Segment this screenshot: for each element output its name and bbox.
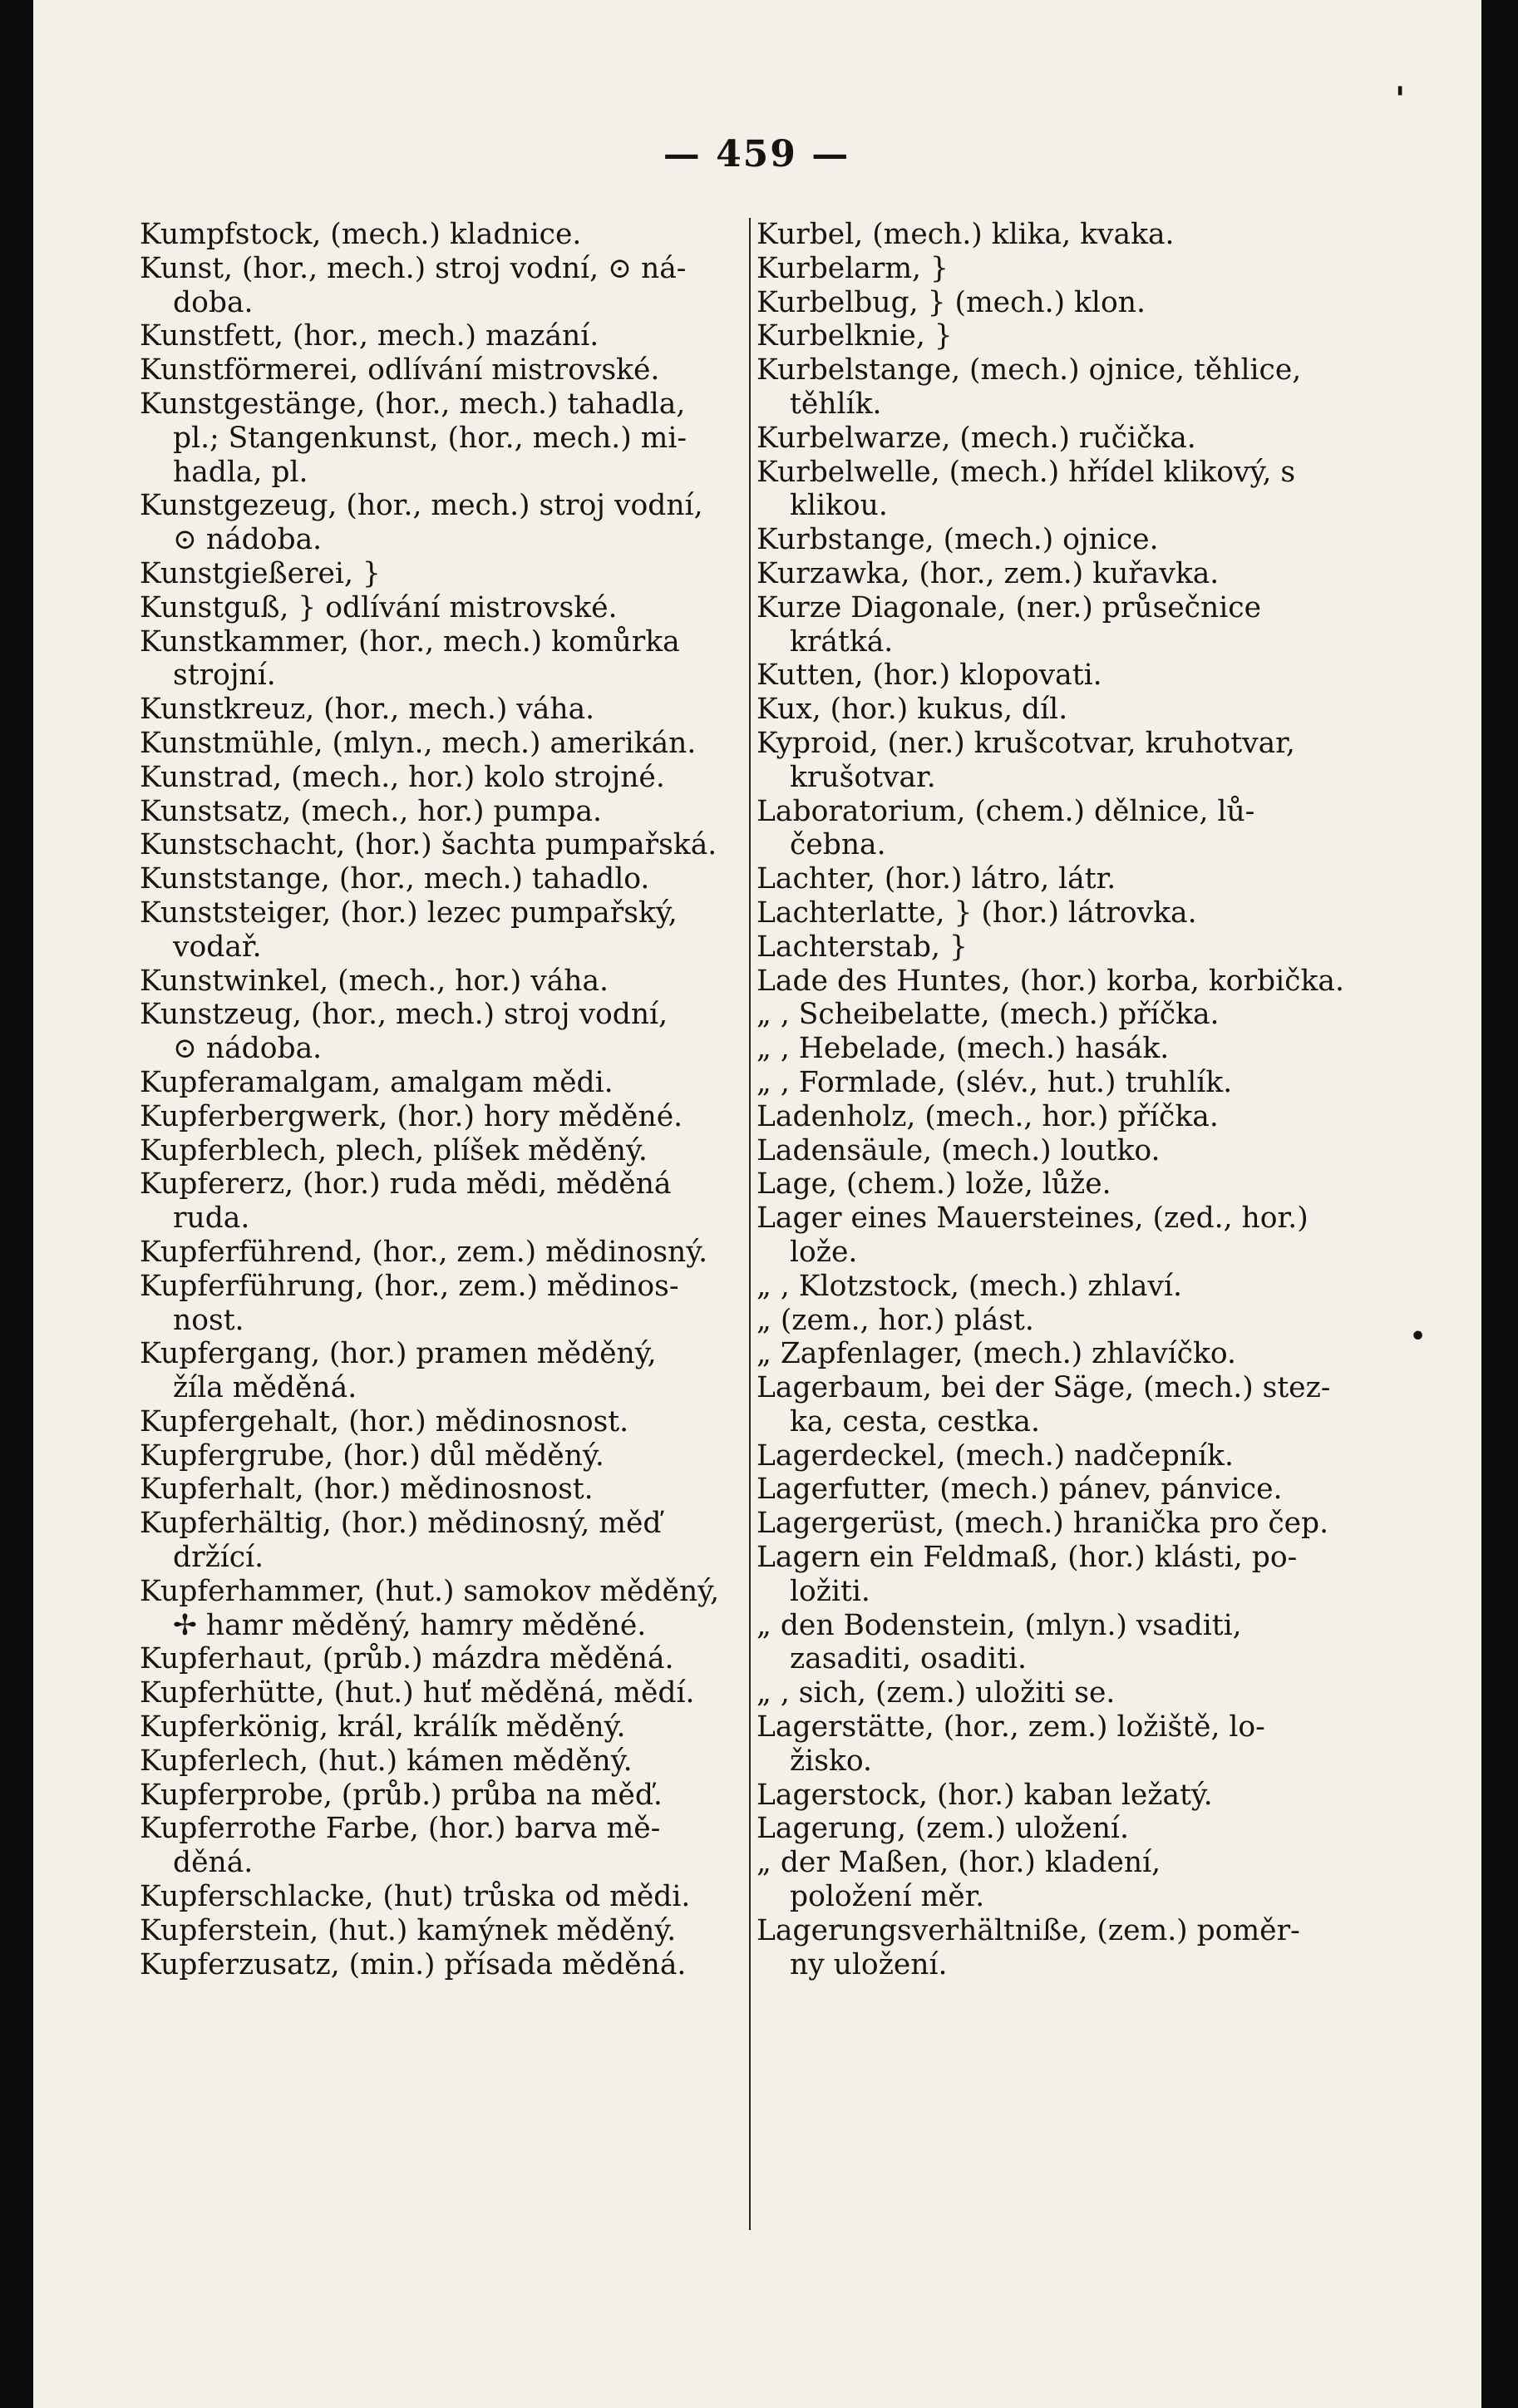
- entry-line: Kupfererz, (hor.) ruda mědi, měděná: [140, 1167, 672, 1202]
- entry-line: Kunstwinkel, (mech., hor.) váha.: [140, 964, 609, 998]
- entry-line: Kunststange, (hor., mech.) tahadlo.: [140, 862, 650, 896]
- entry-line: Lagerung, (zem.) uložení.: [757, 1812, 1129, 1846]
- entry-line: ložiti.: [790, 1574, 870, 1608]
- entry-line: Kunstkreuz, (hor., mech.) váha.: [140, 693, 595, 727]
- entry-line: těhlík.: [790, 387, 882, 421]
- entry-line: Kupferführend, (hor., zem.) mědinosný.: [140, 1235, 708, 1269]
- entry-line: nost.: [173, 1303, 244, 1337]
- entry-line: Lade des Huntes, (hor.) korba, korbička.: [757, 964, 1344, 998]
- entry-line: ka, cesta, cestka.: [790, 1404, 1040, 1438]
- entry-line: strojní.: [173, 659, 276, 693]
- entry-line: Lagerungsverhältniße, (zem.) poměr-: [757, 1913, 1300, 1947]
- entry-line: držící.: [173, 1541, 264, 1575]
- entry-line: Kupferschlacke, (hut) trůska od mědi.: [140, 1880, 691, 1914]
- entry-line: Kunstkammer, (hor., mech.) komůrka: [140, 624, 680, 659]
- entry-line: ⊙ nádoba.: [173, 1032, 323, 1066]
- entry-line: Kunstmühle, (mlyn., mech.) amerikán.: [140, 726, 697, 760]
- entry-line: Kunstrad, (mech., hor.) kolo strojné.: [140, 760, 665, 794]
- entry-line: Kupfergehalt, (hor.) mědinosnost.: [140, 1404, 629, 1438]
- entry-line: vodař.: [173, 930, 262, 964]
- entry-line: krátká.: [790, 624, 894, 659]
- entry-line: krušotvar.: [790, 760, 936, 794]
- entry-line: žíla měděná.: [173, 1371, 357, 1405]
- entry-line: položení měr.: [790, 1880, 985, 1914]
- entry-line: Kupferhammer, (hut.) samokov měděný,: [140, 1574, 720, 1608]
- entry-line: ⊙ nádoba.: [173, 523, 323, 557]
- left-column: [140, 218, 747, 1981]
- entry-line: Kurbelstange, (mech.) ojnice, těhlice,: [757, 353, 1302, 387]
- entry-line: Kurbel, (mech.) klika, kvaka.: [757, 218, 1175, 251]
- entry-line: Kupferhältig, (hor.) mědinosný, měď: [140, 1507, 662, 1541]
- entry-line: Lagerbaum, bei der Säge, (mech.) stez-: [757, 1371, 1331, 1405]
- entry-line: Kutten, (hor.) klopovati.: [757, 659, 1102, 693]
- entry-line: Kupferzusatz, (min.) přísada měděná.: [140, 1947, 687, 1981]
- entry-line: Lagerfutter, (mech.) pánev, pánvice.: [757, 1473, 1283, 1507]
- entry-line: „ , Scheibelatte, (mech.) příčka.: [757, 998, 1220, 1032]
- entry-line: Lagern ein Feldmaß, (hor.) klásti, po-: [757, 1541, 1298, 1575]
- entry-line: „ (zem., hor.) plást.: [757, 1303, 1034, 1337]
- entry-line: zasaditi, osaditi.: [790, 1642, 1027, 1676]
- entry-line: Laboratorium, (chem.) dělnice, lů-: [757, 794, 1255, 828]
- entry-line: Kunstgestänge, (hor., mech.) tahadla,: [140, 387, 686, 421]
- entry-line: „ , sich, (zem.) uložiti se.: [757, 1676, 1116, 1710]
- entry-line: Kurbelbug, } (mech.) klon.: [757, 285, 1146, 319]
- entry-line: Kupfergrube, (hor.) důl měděný.: [140, 1438, 604, 1473]
- entry-line: Kupferamalgam, amalgam mědi.: [140, 1065, 614, 1099]
- entry-line: ny uložení.: [790, 1947, 948, 1981]
- entry-line: Kurbelknie, }: [757, 319, 953, 353]
- entry-line: čebna.: [790, 828, 886, 862]
- entry-line: ✢ hamr měděný, hamry měděné.: [173, 1608, 647, 1642]
- entry-line: Kupferrothe Farbe, (hor.) barva mě-: [140, 1812, 661, 1846]
- entry-line: ruda.: [173, 1202, 250, 1236]
- entry-line: Kunstgezeug, (hor., mech.) stroj vodní,: [140, 489, 703, 523]
- entry-line: Kupferprobe, (průb.) průba na měď.: [140, 1778, 663, 1812]
- entry-line: lože.: [790, 1235, 858, 1269]
- entry-line: Kunstfett, (hor., mech.) mazání.: [140, 319, 599, 353]
- entry-line: Lagerstätte, (hor., zem.) ložiště, lo-: [757, 1710, 1265, 1744]
- entry-line: Lage, (chem.) lože, lůže.: [757, 1167, 1111, 1202]
- entry-line: Lagerdeckel, (mech.) nadčepník.: [757, 1438, 1234, 1473]
- entry-line: Kurbelwelle, (mech.) hřídel klikový, s: [757, 455, 1296, 489]
- entry-line: žisko.: [790, 1744, 872, 1778]
- entry-line: Kunstschacht, (hor.) šachta pumpařská.: [140, 828, 717, 862]
- entry-line: Kupfergang, (hor.) pramen měděný,: [140, 1337, 657, 1371]
- entry-line: Kupferbergwerk, (hor.) hory měděné.: [140, 1099, 683, 1133]
- entry-line: Kumpfstock, (mech.) kladnice.: [140, 218, 582, 251]
- entry-line: Lachterstab, }: [757, 930, 968, 964]
- entry-line: Kunstförmerei, odlívání mistrovské.: [140, 353, 660, 387]
- margin-mark-top: ': [1395, 80, 1406, 119]
- entry-line: Kupferblech, plech, plíšek měděný.: [140, 1133, 648, 1167]
- entry-line: Kurbelarm, }: [757, 251, 949, 285]
- entry-line: Kurzawka, (hor., zem.) kuřavka.: [757, 556, 1220, 590]
- entry-line: Lagergerüst, (mech.) hranička pro čep.: [757, 1507, 1329, 1541]
- entry-line: „ , Hebelade, (mech.) hasák.: [757, 1032, 1170, 1066]
- entry-line: doba.: [173, 285, 254, 319]
- entry-line: Kupferhaut, (průb.) mázdra měděná.: [140, 1642, 674, 1676]
- entry-line: Kupferhalt, (hor.) mědinosnost.: [140, 1473, 594, 1507]
- entry-line: Kunstzeug, (hor., mech.) stroj vodní,: [140, 998, 668, 1032]
- entry-line: „ Zapfenlager, (mech.) zhlavíčko.: [757, 1337, 1237, 1371]
- entry-line: Kunstgießerei, }: [140, 556, 381, 590]
- entry-line: Kupferkönig, král, králík měděný.: [140, 1710, 626, 1744]
- entry-line: „ , Formlade, (slév., hut.) truhlík.: [757, 1065, 1233, 1099]
- entry-line: Kupferhütte, (hut.) huť měděná, mědí.: [140, 1676, 695, 1710]
- entry-line: Kurze Diagonale, (ner.) průsečnice: [757, 590, 1262, 624]
- entry-line: Lager eines Mauersteines, (zed., hor.): [757, 1202, 1309, 1236]
- entry-line: Kupferlech, (hut.) kámen měděný.: [140, 1744, 633, 1778]
- dictionary-page: [33, 0, 1481, 2408]
- entry-line: Kux, (hor.) kukus, díl.: [757, 693, 1068, 727]
- scan-border-left: [0, 0, 33, 2408]
- entry-line: „ der Maßen, (hor.) kladení,: [757, 1846, 1161, 1880]
- entry-line: Kurbstange, (mech.) ojnice.: [757, 523, 1159, 557]
- entry-line: Kunst, (hor., mech.) stroj vodní, ⊙ ná-: [140, 251, 687, 285]
- entry-line: „ , Klotzstock, (mech.) zhlaví.: [757, 1269, 1182, 1303]
- entry-line: hadla, pl.: [173, 455, 308, 489]
- entry-line: Lagerstock, (hor.) kaban ležatý.: [757, 1778, 1213, 1812]
- entry-line: Kurbelwarze, (mech.) ručička.: [757, 421, 1196, 455]
- entry-line: děná.: [173, 1846, 254, 1880]
- scan-border-right: [1481, 0, 1518, 2408]
- margin-mark-right: •: [1410, 1322, 1427, 1351]
- entry-line: Kunststeiger, (hor.) lezec pumpařský,: [140, 896, 678, 930]
- entry-line: Ladensäule, (mech.) loutko.: [757, 1133, 1161, 1167]
- entry-line: Kupferführung, (hor., zem.) mědinos-: [140, 1269, 679, 1303]
- entry-line: Kyproid, (ner.) krušcotvar, kruhotvar,: [757, 726, 1295, 760]
- entry-line: Lachterlatte, } (hor.) látrovka.: [757, 896, 1197, 930]
- entry-line: Ladenholz, (mech., hor.) příčka.: [757, 1099, 1219, 1133]
- entry-line: Kupferstein, (hut.) kamýnek měděný.: [140, 1913, 677, 1947]
- entry-line: Kunstguß, } odlívání mistrovské.: [140, 590, 618, 624]
- right-column: [757, 218, 1397, 1981]
- entry-line: pl.; Stangenkunst, (hor., mech.) mi-: [173, 421, 688, 455]
- entry-line: „ den Bodenstein, (mlyn.) vsaditi,: [757, 1608, 1242, 1642]
- entry-line: Lachter, (hor.) látro, látr.: [757, 862, 1116, 896]
- page-number: — 459 —: [663, 133, 850, 175]
- column-divider: [749, 218, 751, 2230]
- entry-line: klikou.: [790, 489, 888, 523]
- entry-line: Kunstsatz, (mech., hor.) pumpa.: [140, 794, 603, 828]
